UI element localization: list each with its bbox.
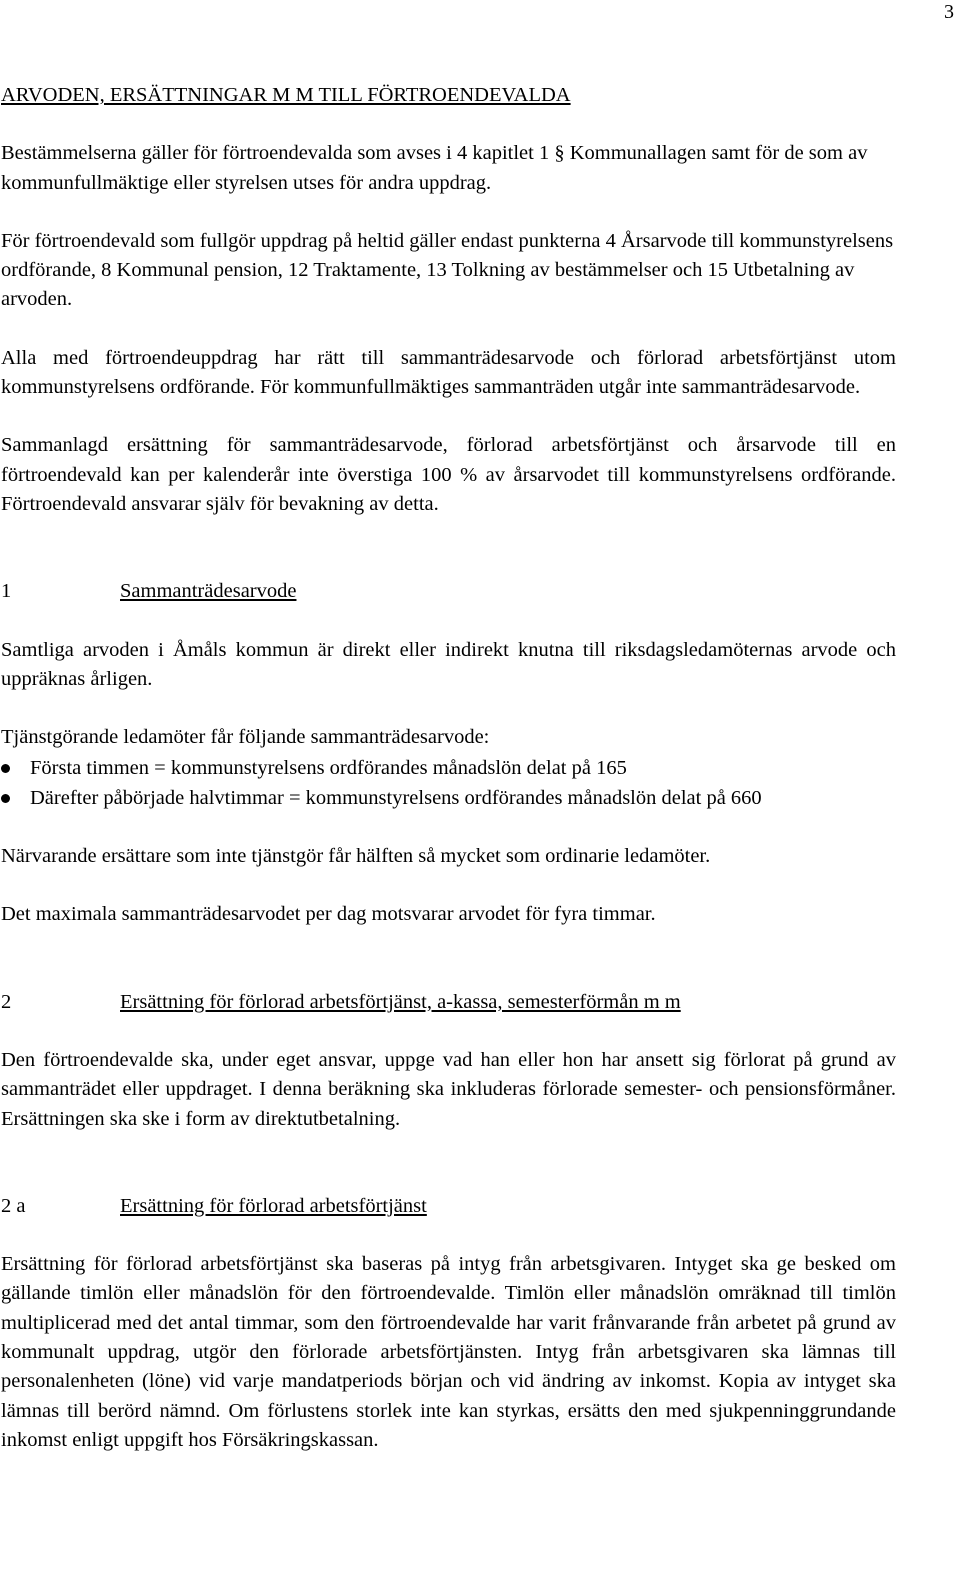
- fee-list: [1, 754, 896, 813]
- section-2-paragraph: Den förtroendevalde ska, under eget ansvar, uppge vad han eller hon har ansett sig förlorat på grund av sammanträdet eller uppdraget. I denna beräkning ska inkluderas förlorade semester- och pensionsförmåner. Ersättningen ska ske i form av direktutbetalning.: [1, 1048, 896, 1130]
- section-number: 2: [1, 990, 12, 1013]
- section-2a-paragraph: Ersättning för förlorad arbetsförtjänst ska baseras på intyg från arbetsgivaren. Intyget ska ge besked om gällande timlön eller månadslön för den förtroendevalde. Timlön eller månadslön omräknad till timlön multiplicerad med det antal timmar, som den förtroendevalde har varit frånvarande från arbetet på grund av kommunalt uppdrag, utgör den förlorade arbetsförtjänsten. Intyg från arbetsgivaren ska lämnas till personalenheten (löne) vid varje mandatperiods början och vid ändring av inkomst. Kopia av intyget ska lämnas till berörd nämnd. Om förlustens storlek inte kan styrkas, ersätts den med sjukpenninggrundande inkomst enligt uppgift hos Försäkringskassan.: [1, 1253, 896, 1451]
- intro-paragraph-eligibility: Alla med förtroendeuppdrag har rätt till sammanträdesarvode och förlorad arbetsförtjänst utom kommunstyrelsens ordförande. För kommunfullmäktiges sammanträden utgår inte sammanträdesarvode.: [1, 346, 896, 399]
- section-title: Ersättning för förlorad arbetsförtjänst: [120, 1194, 427, 1217]
- page-number: 3: [944, 1, 954, 23]
- intro-paragraph-scope: Bestämmelserna gäller för förtroendevalda som avses i 4 kapitlet 1 § Kommunallagen samt för de som av kommunfullmäktige eller styrelsen utses för andra uppdrag.: [1, 142, 868, 194]
- bullet-icon: [1, 764, 10, 773]
- section-heading-2a: [1, 1192, 896, 1221]
- intro-paragraph-cap: Sammanlagd ersättning för sammanträdesarvode, förlorad arbetsförtjänst och årsarvode till en förtroendevald kan per kalenderår inte överstiga 100 % av årsarvodet till kommunstyrelsens ordförande. Förtroendevald ansvarar själv för bevakning av detta.: [1, 434, 896, 515]
- list-item: [1, 754, 896, 783]
- section-1-substitutes: Närvarande ersättare som inte tjänstgör får hälften så mycket som ordinarie ledamöter.: [1, 845, 711, 868]
- document-body: [1, 81, 896, 1484]
- section-number: 1: [1, 580, 12, 603]
- section-title: Ersättning för förlorad arbetsförtjänst, a-kassa, semesterförmån m m: [120, 990, 681, 1013]
- section-1-list-intro: Tjänstgörande ledamöter får följande sammanträdesarvode:: [1, 726, 490, 749]
- list-item: [1, 784, 896, 813]
- section-1-daily-max: Det maximala sammanträdesarvodet per dag motsvarar arvodet för fyra timmar.: [1, 903, 656, 926]
- section-heading-1: [1, 577, 896, 606]
- section-heading-2: [1, 988, 896, 1017]
- intro-paragraph-fulltime: För förtroendevald som fullgör uppdrag på heltid gäller endast punkterna 4 Årsarvode till kommunstyrelsens ordförande, 8 Kommunal pension, 12 Traktamente, 13 Tolkning av bestämmelser och 15 Utbetalning av arvoden.: [1, 229, 894, 311]
- section-number: 2 a: [1, 1194, 26, 1217]
- document-title: ARVODEN, ERSÄTTNINGAR M M TILL FÖRTROENDEVALDA: [1, 84, 571, 106]
- section-title: Sammanträdesarvode: [120, 580, 297, 603]
- list-item-text: Första timmen = kommunstyrelsens ordförandes månadslön delat på 165: [30, 757, 627, 780]
- list-item-text: Därefter påbörjade halvtimmar = kommunstyrelsens ordförandes månadslön delat på 660: [30, 786, 762, 809]
- section-1-paragraph: Samtliga arvoden i Åmåls kommun är direkt eller indirekt knutna till riksdagsledamöternas arvode och uppräknas årligen.: [1, 638, 896, 690]
- bullet-icon: [1, 794, 10, 803]
